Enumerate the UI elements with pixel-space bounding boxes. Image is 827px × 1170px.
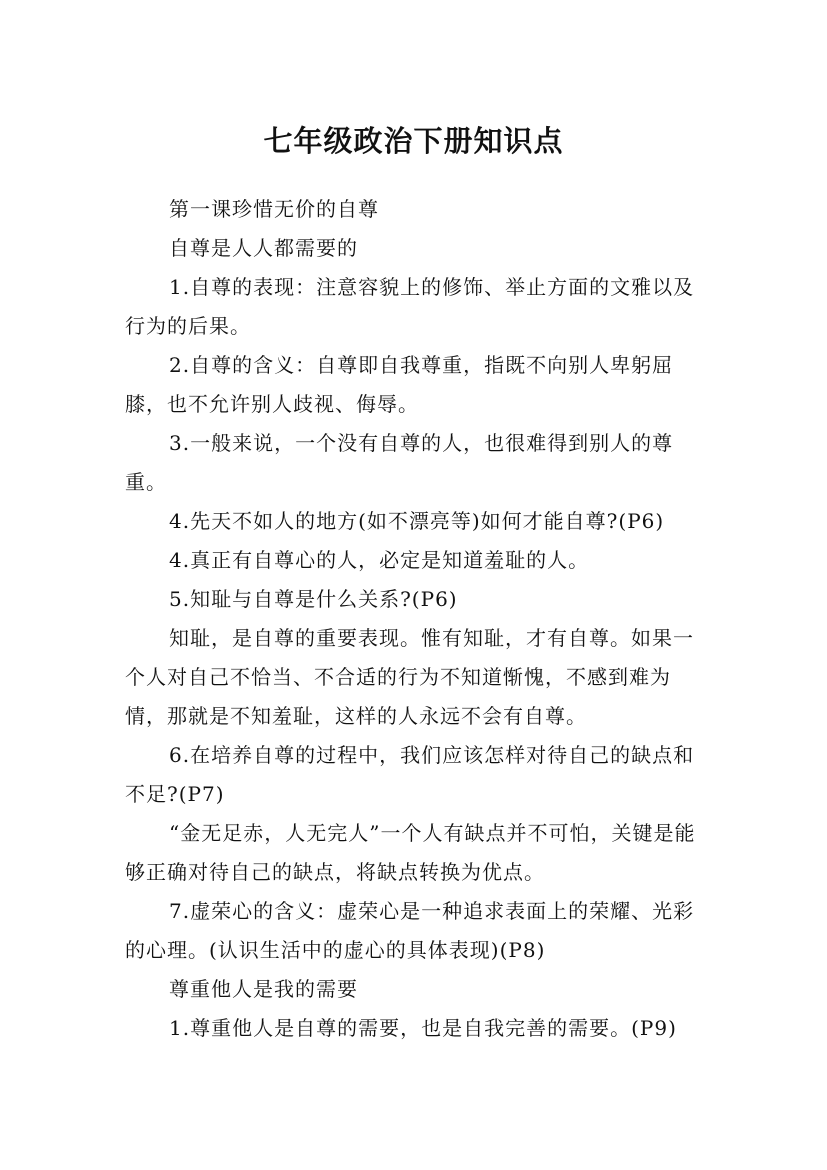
paragraph: 1.自尊的表现：注意容貌上的修饰、举止方面的文雅以及行为的后果。: [125, 275, 695, 338]
paragraph: 6.在培养自尊的过程中，我们应该怎样对待自己的缺点和不足?(P7): [125, 743, 695, 806]
paragraph: 5.知耻与自尊是什么关系?(P6): [169, 587, 458, 611]
paragraph: 3.一般来说，一个没有自尊的人，也很难得到别人的尊重。: [125, 431, 674, 494]
paragraph: 知耻，是自尊的重要表现。惟有知耻，才有自尊。如果一个人对自己不恰当、不合适的行为不知道惭愧，不感到难为情，那就是不知羞耻，这样的人永远不会有自尊。: [125, 626, 694, 728]
paragraph: 1.尊重他人是自尊的需要，也是自我完善的需要。(P9): [169, 1016, 677, 1040]
paragraph: 4.先天不如人的地方(如不漂亮等)如何才能自尊?(P6): [169, 509, 665, 533]
paragraph: 2.自尊的含义：自尊即自我尊重，指既不向别人卑躬屈膝，也不允许别人歧视、侮辱。: [125, 353, 674, 416]
lesson-heading: 第一课珍惜无价的自尊: [169, 197, 379, 221]
paragraph: 7.虚荣心的含义：虚荣心是一种追求表面上的荣耀、光彩的心理。(认识生活中的虚心的具体表现)(P8): [125, 899, 695, 962]
paragraph: “金无足赤，人无完人”一个人有缺点并不可怕，关键是能够正确对待自己的缺点，将缺点转换为优点。: [125, 821, 696, 884]
section-heading: 尊重他人是我的需要: [169, 977, 358, 1001]
document-title: 七年级政治下册知识点: [263, 124, 564, 159]
paragraph: 4.真正有自尊心的人，必定是知道羞耻的人。: [169, 548, 590, 572]
document-body: [125, 190, 705, 1048]
section-heading: 自尊是人人都需要的: [169, 236, 358, 260]
